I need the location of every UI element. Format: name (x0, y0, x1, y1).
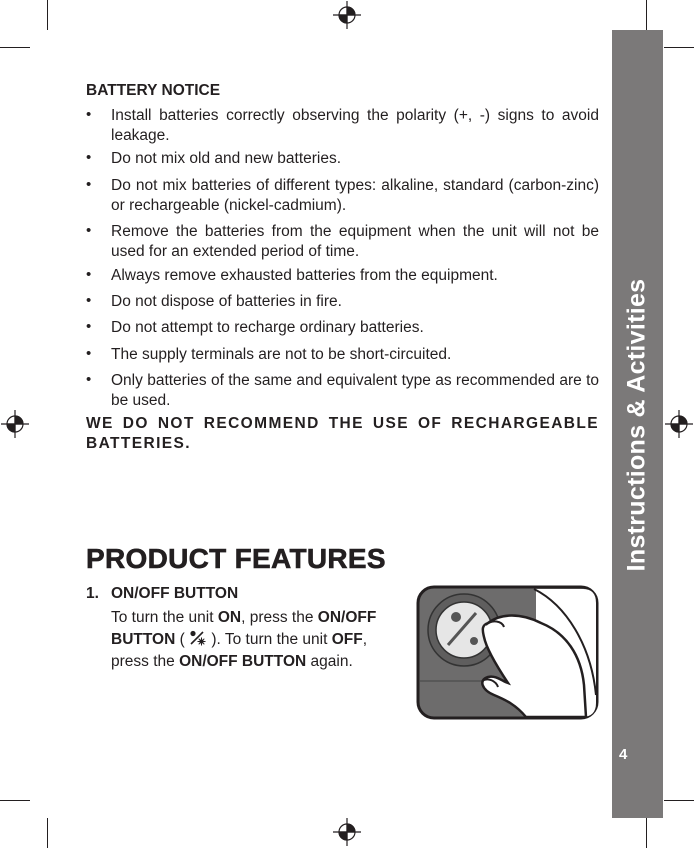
feature-title: ON/OFF BUTTON (111, 585, 239, 602)
registration-target-icon (1, 410, 29, 438)
bold-text: ON/OFF BUTTON (111, 609, 377, 648)
bullet: • (86, 292, 92, 309)
list-item: Do not mix batteries of different types: alkaline, standard (carbon-zinc) or rechargeable (nickel-cadmium). (111, 177, 599, 214)
list-item: Do not dispose of batteries in fire. (111, 293, 342, 310)
page-number: 4 (619, 746, 628, 763)
bullet: • (86, 318, 92, 335)
registration-target-icon (333, 818, 361, 846)
bullet: • (86, 266, 92, 283)
list-item: Do not mix old and new batteries. (111, 150, 342, 167)
list-item: Install batteries correctly observing the polarity (+, -) signs to avoid leakage. (111, 107, 599, 144)
text: To turn the unit (111, 609, 218, 626)
bold-text: ON (217, 609, 242, 626)
registration-target-icon (665, 410, 693, 438)
feature-description (111, 607, 396, 673)
rechargeable-warning: WE DO NOT RECOMMEND THE USE OF RECHARGEABLE BATTERIES. (86, 415, 599, 452)
text: , press the (241, 609, 318, 626)
list-item: The supply terminals are not to be short-circuited. (111, 346, 452, 363)
text: again. (306, 653, 353, 670)
bullet: • (86, 149, 92, 166)
product-features-title: PRODUCT FEATURES (86, 543, 386, 574)
list-item: Only batteries of the same and equivalent type as recommended are to be used. (111, 372, 599, 409)
bold-text: ON/OFF BUTTON (179, 653, 307, 670)
list-item: Do not attempt to recharge ordinary batteries. (111, 319, 424, 336)
on-off-button-illustration (416, 585, 599, 720)
bullet: • (86, 371, 92, 388)
bold-text: OFF (331, 631, 363, 648)
bullet: • (86, 106, 92, 123)
list-item: Remove the batteries from the equipment when the unit will not be used for an extended period of time. (111, 223, 599, 260)
battery-notice-title: BATTERY NOTICE (86, 82, 221, 99)
bullet: • (86, 176, 92, 193)
feature-number: 1. (86, 585, 99, 602)
text: , press the (111, 631, 368, 670)
list-item: Always remove exhausted batteries from the equipment. (111, 267, 498, 284)
bullet: • (86, 345, 92, 362)
text: ). To turn the unit (207, 631, 332, 648)
on-off-symbol-icon (189, 630, 207, 646)
text: ( (175, 631, 190, 648)
side-tab-label: Instructions & Activities (622, 278, 651, 572)
bullet: • (86, 222, 92, 239)
registration-target-icon (333, 1, 361, 29)
